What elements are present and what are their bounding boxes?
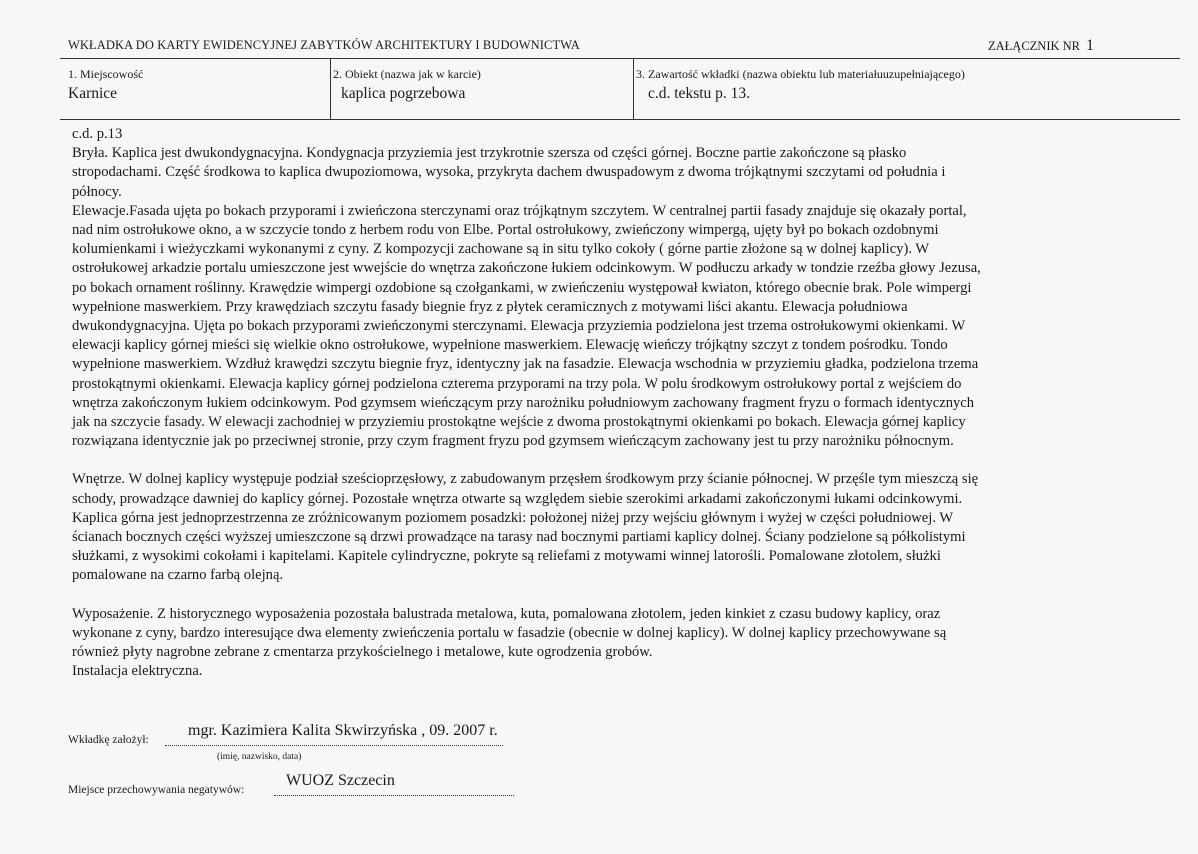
locality-value: Karnice: [68, 85, 118, 102]
attachment-number: [988, 37, 1094, 55]
text-line: Instalacja elektryczna.: [72, 663, 203, 680]
text-line: c.d. p.13: [72, 126, 123, 142]
text-line: ścianach bocznych części wyższej umieszczone są drzwi prowadzące na tarasy nad bocznymi partiami kaplicy dolnej. Ściany podzielone są półkolistymi: [72, 529, 966, 546]
text-line: rozwiązana identycznie jak po przeciwnej stronie, przy czym fragment fryzu pod gzymsem wieńczącym zachowany jest tu przy narożniku północnym.: [72, 433, 954, 450]
text-line: wypełnione maswerkiem. Przy krawędziach szczytu fasady biegnie fryz z płytek ceramicznych z motywami liści akantu. Elewacja południowa: [72, 298, 908, 315]
storage-dotted-line: [274, 795, 514, 796]
text-line: ostrołukowej arkadzie portalu umieszczone jest wwejście do wnętrza zakończone łukiem odcinkowym. W podłuczu arkady w tondzie rzeźba głowy Jezusa,: [72, 260, 981, 277]
text-line: nad nim ostrołukowe okno, a w szczycie tondo z herbem rodu von Elbe. Portal ostrołukowy, zwieńczony wimpergą, ujęty był po bokach ozdobnymi: [72, 222, 939, 239]
locality-label: 1. Miejscowość: [68, 67, 144, 81]
text-line: wnętrza zakończonym łukiem odcinkowym. Pod gzymsem wieńczącym przy narożniku południowym zachowany fragment fryzu o formach identycznych: [72, 394, 975, 411]
text-line: prostokątnymi okienkami. Elewacja kaplicy górnej podzielona czterema przyporami na trzy pola. W polu środkowym ostrołukowy portal z wejściem do: [72, 375, 962, 392]
text-line: Elewacje.Fasada ujęta po bokach przyporami i zwieńczona sterczynami oraz trójkątnym szczytem. W centralnej partii fasady znajduje się okazały portal,: [72, 202, 967, 219]
storage-value: WUOZ Szczecin: [286, 772, 395, 789]
text-line: wykonane z cyny, bardzo interesujące dwa elementy zwieńczenia portalu w fasadzie (obecnie w dolnej kaplicy). W dolnej kaplicy przechowywane są: [72, 624, 947, 641]
author-dotted-line: [165, 745, 503, 746]
text-line: Wyposażenie. Z historycznego wyposażenia pozostała balustrada metalowa, kuta, pomalowana złotolem, jeden kinkiet z czasu budowy kaplicy, oraz: [72, 605, 941, 622]
text-line: służkami, z wysokimi cokołami i kapitelami. Kapitele cylindryczne, pokryte są reliefami z motywami winnej latorośli. Pomalowane złotolem, służki: [72, 548, 941, 565]
field-divider-1: [330, 58, 331, 120]
content-value: c.d. tekstu p. 13.: [648, 85, 751, 102]
bottom-rule: [60, 119, 1180, 120]
author-value: mgr. Kazimiera Kalita Skwirzyńska , 09. 2007 r.: [188, 722, 498, 739]
paragraph-gap: [72, 451, 1152, 470]
text-line: również płyty nagrobne zebrane z cmentarza przykościelnego i metalowe, kute ogrodzenia grobów.: [72, 644, 653, 661]
top-rule: [60, 58, 1180, 59]
text-line: Wnętrze. W dolnej kaplicy występuje podział sześcioprzęsłowy, z zabudowanym przęsłem środkowym przy ścianie północnej. W przęśle tym mieszczą się: [72, 471, 979, 488]
paragraph-gap: [72, 586, 1152, 605]
paragraph-wyposazenie: [72, 605, 1152, 682]
paragraph-wnetrze: [72, 470, 1152, 585]
author-label: Wkładkę założył:: [68, 734, 149, 746]
text-line: pomalowane na czarno farbą olejną.: [72, 567, 284, 584]
object-label: 2. Obiekt (nazwa jak w karcie): [333, 67, 481, 81]
text-line: elewacji kaplicy górnej mieści się wielkie okno ostrołukowe, wypełnione maswerkiem. Elewację wieńczy trójkątny szczyt z tondem pośrodku. Tondo: [72, 337, 948, 354]
form-title: WKŁADKA DO KARTY EWIDENCYJNEJ ZABYTKÓW ARCHITEKTURY I BUDOWNICTWA: [68, 38, 580, 52]
storage-label: Miejsce przechowywania negatywów:: [68, 784, 245, 796]
text-line: wypełnione maswerkiem. Wzdłuż krawędzi szczytu biegnie fryz, identyczny jak na fasadzie. Elewacja wschodnia w przyziemiu gładka, podzielona trzema: [72, 356, 979, 373]
text-line: kolumienkami i wieżyczkami wykonanymi z cyny. Z kompozycji zachowane są in situ tylko cokoły ( górne partie złożone są w dolnej kaplicy). W: [72, 241, 930, 258]
text-line: Bryła. Kaplica jest dwukondygnacyjna. Kondygnacja przyziemia jest trzykrotnie szersza od części górnej. Boczne partie zakończone są płasko: [72, 145, 907, 162]
attachment-number-value: 1: [1086, 37, 1095, 54]
content-label: 3. Zawartość wkładki (nazwa obiektu lub materiałuuzupełniającego): [636, 67, 965, 81]
field-divider-2: [633, 58, 634, 120]
attachment-label: ZAŁĄCZNIK NR: [988, 39, 1081, 53]
text-line: północy.: [72, 183, 122, 200]
text-line: jak na szczycie fasady. W elewacji zachodniej w przyziemiu prostokątne wejście z dwoma prostokątnymi okienkami po bokach. Elewacja górnej kaplicy: [72, 414, 966, 431]
paragraph-bryla-elewacje: [72, 125, 1152, 451]
author-caption: (imię, nazwisko, data): [217, 752, 302, 762]
object-value: kaplica pogrzebowa: [341, 85, 466, 102]
document-body: [72, 125, 1152, 681]
text-line: stropodachami. Część środkowa to kaplica dwupoziomowa, wysoka, przykryta dachem dwuspadowym z dwoma trójkątnymi szczytami od południa i: [72, 164, 946, 181]
text-line: po bokach ornament roślinny. Krawędzie wimpergi ozdobione są czołgankami, w zwieńczeniu występował kwiaton, którego obecnie brak. Pole wimpergi: [72, 279, 972, 296]
text-line: schody, prowadzące dawniej do kaplicy górnej. Pozostałe wnętrza otwarte są względem siebie szerokimi arkadami zakończonymi łukami odcinkowymi.: [72, 490, 963, 507]
text-line: Kaplica górna jest jednoprzestrzenna ze zróżnicowanym poziomem posadzki: położonej niżej przy wejściu głównym i wyżej w części południowej. W: [72, 509, 954, 526]
text-line: dwukondygnacyjna. Ujęta po bokach przyporami zwieńczonymi sterczynami. Elewacja przyziemia podzielona jest trzema ostrołukowymi okienkami. W: [72, 318, 966, 335]
